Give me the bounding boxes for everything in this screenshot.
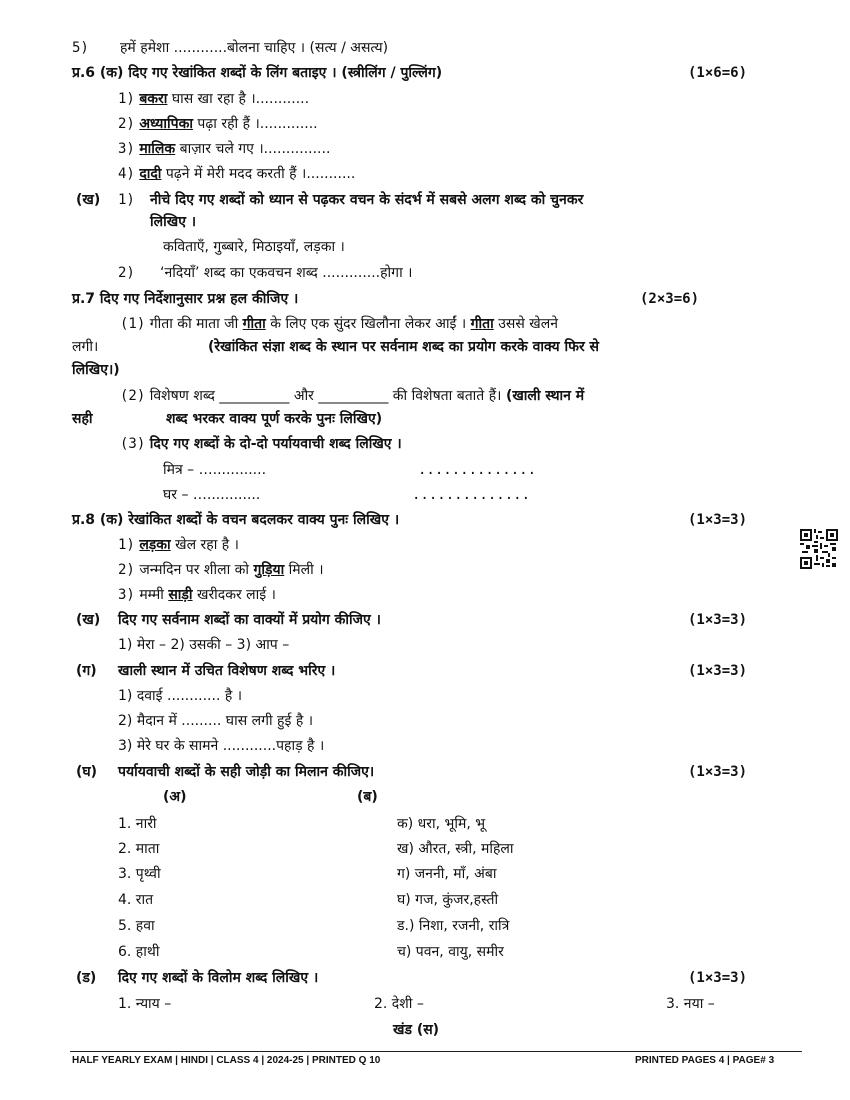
q7-synonym-ghar-blank: .............. bbox=[412, 487, 531, 503]
q7-marks: (2×3=6) bbox=[640, 291, 700, 307]
q6-kh1-instruction: नीचे दिए गए शब्दों को ध्यान से पढ़कर वचन के संदर्भ में सबसे अलग शब्द को चुनकर bbox=[150, 192, 584, 208]
q7-part-3: (3) दिए गए शब्दों के दो-दो पर्यायवाची शब्द लिखिए । bbox=[120, 436, 402, 452]
q6-kh1-number: 1) bbox=[118, 192, 135, 208]
q8-gh-label: (घ) bbox=[76, 764, 98, 780]
q7-synonym-mitra: मित्र – …............ bbox=[163, 462, 267, 478]
q7-part-1: (1) गीता की माता जी गीता के लिए एक सुंदर खिलौना लेकर आईं । गीता उससे खेलने bbox=[120, 316, 558, 332]
q7-part-1-instruction: (रेखांकित संज्ञा शब्द के स्थान पर सर्वनाम शब्द का प्रयोग करके वाक्य फिर से bbox=[208, 339, 600, 355]
antonym-item-3: 3. नया – bbox=[666, 996, 715, 1012]
q8-k-item-1: 1) लड़का खेल रहा है । bbox=[118, 537, 239, 553]
q8-gh-marks: (1×3=3) bbox=[688, 764, 748, 780]
q8-kh-items: 1) मेरा – 2) उसकी – 3) आप – bbox=[118, 637, 290, 653]
q7-part-1-cont: लगी। bbox=[72, 339, 99, 355]
match-right-item: ग) जननी, माँ, अंबा bbox=[397, 866, 497, 882]
q8-d-heading: दिए गए शब्दों के विलोम शब्द लिखिए । bbox=[118, 970, 319, 986]
match-left-item: 3. पृथ्वी bbox=[118, 866, 161, 882]
match-left-item: 5. हवा bbox=[118, 918, 155, 934]
q8-g-marks: (1×3=3) bbox=[688, 663, 748, 679]
q7-synonym-ghar: घर – …............ bbox=[163, 487, 261, 503]
q8-k-marks: (1×3=3) bbox=[688, 512, 748, 528]
match-left-item: 6. हाथी bbox=[118, 944, 160, 960]
q6-item-2: 2) अध्यापिका पढ़ा रही हैं ।............. bbox=[118, 116, 318, 132]
footer-divider bbox=[70, 1051, 802, 1052]
q8-g-heading: खाली स्थान में उचित विशेषण शब्द भरिए । bbox=[118, 663, 336, 679]
q8-k-item-3: 3) मम्मी साड़ी खरीदकर लाई । bbox=[118, 587, 276, 603]
match-column-b-header: (ब) bbox=[357, 789, 378, 805]
q6-k-heading: प्र.6 (क) दिए गए रेखांकित शब्दों के लिंग बताइए । (स्त्रीलिंग / पुल्लिंग) bbox=[72, 65, 443, 81]
q6-kh2-number: 2) bbox=[118, 265, 135, 281]
antonym-item-1: 1. न्याय – bbox=[118, 996, 172, 1012]
q8-g-label: (ग) bbox=[76, 663, 97, 679]
q7-part-1-instruction-cont: लिखिए।) bbox=[72, 362, 120, 378]
q8-kh-marks: (1×3=3) bbox=[688, 612, 748, 628]
match-right-item: ड.) निशा, रजनी, रात्रि bbox=[397, 918, 510, 934]
q5-number: 5) bbox=[72, 40, 89, 56]
q5-statement: हमें हमेशा ............बोलना चाहिए । (सत्य / असत्य) bbox=[120, 40, 389, 56]
q8-g-item-3: 3) मेरे घर के सामने ............पहाड़ है । bbox=[118, 738, 325, 754]
footer-exam-info: HALF YEARLY EXAM | HINDI | CLASS 4 | 2024-25 | PRINTED Q 10 bbox=[72, 1055, 381, 1066]
q6-kh-label: (ख) bbox=[76, 192, 101, 208]
q6-item-4: 4) दादी पढ़ने में मेरी मदद करती हैं ।........... bbox=[118, 166, 356, 182]
q8-g-item-2: 2) मैदान में ......... घास लगी हुई है । bbox=[118, 713, 314, 729]
qr-code-icon bbox=[800, 529, 838, 569]
q7-heading: प्र.7 दिए गए निर्देशानुसार प्रश्न हल कीजिए । bbox=[72, 291, 299, 307]
match-left-item: 4. रात bbox=[118, 892, 154, 908]
q8-kh-heading: दिए गए सर्वनाम शब्दों का वाक्यों में प्रयोग कीजिए । bbox=[118, 612, 381, 628]
q7-synonym-mitra-blank: .............. bbox=[418, 462, 537, 478]
match-right-item: क) धरा, भूमि, भू bbox=[397, 816, 486, 832]
q8-g-item-1: 1) दवाई ............ है । bbox=[118, 688, 243, 704]
section-heading: खंड (स) bbox=[393, 1022, 440, 1038]
q8-d-marks: (1×3=3) bbox=[688, 970, 748, 986]
q6-kh1-instruction-cont: लिखिए । bbox=[150, 214, 197, 230]
match-left-item: 1. नारी bbox=[118, 816, 157, 832]
q6-k-marks: (1×6=6) bbox=[688, 65, 748, 81]
q7-part-2: (2) विशेषण शब्द __________ और __________ की विशेषता बताते हैं। (खाली स्थान में bbox=[120, 388, 585, 404]
q6-item-3: 3) मालिक बाज़ार चले गए ।............... bbox=[118, 141, 331, 157]
q7-part-2-cont: सही bbox=[72, 411, 93, 427]
q8-gh-heading: पर्यायवाची शब्दों के सही जोड़ी का मिलान कीजिए। bbox=[118, 764, 375, 780]
q6-kh2-text: ‘नदियाँ’ शब्द का एकवचन शब्द .............होगा । bbox=[160, 265, 413, 281]
q8-k-item-2: 2) जन्मदिन पर शीला को गुड़िया मिली । bbox=[118, 562, 324, 578]
match-right-item: च) पवन, वायु, समीर bbox=[397, 944, 504, 960]
match-right-item: घ) गज, कुंजर,हस्ती bbox=[397, 892, 499, 908]
match-left-item: 2. माता bbox=[118, 841, 160, 857]
match-column-a-header: (अ) bbox=[163, 789, 187, 805]
footer-page-info: PRINTED PAGES 4 | PAGE# 3 bbox=[635, 1055, 775, 1066]
match-right-item: ख) औरत, स्त्री, महिला bbox=[397, 841, 514, 857]
q6-kh1-words: कविताएँ, गुब्बारे, मिठाइयाँ, लड़का । bbox=[163, 239, 345, 255]
q8-kh-label: (ख) bbox=[76, 612, 101, 628]
q8-k-heading: प्र.8 (क) रेखांकित शब्दों के वचन बदलकर वाक्य पुनः लिखिए । bbox=[72, 512, 400, 528]
q7-part-2-instruction: शब्द भरकर वाक्य पूर्ण करके पुनः लिखिए) bbox=[166, 411, 383, 427]
antonym-item-2: 2. देशी – bbox=[374, 996, 424, 1012]
q8-d-label: (ड) bbox=[76, 970, 97, 986]
q6-item-1: 1) बकरा घास खा रहा है ।............ bbox=[118, 91, 310, 107]
